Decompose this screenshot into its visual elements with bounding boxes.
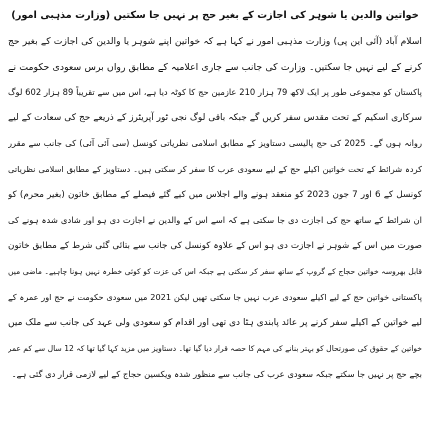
article-body-line: بچے حج پر نہیں جا سکتے جبکہ سعودی عرب کی جانب سے منظور شدہ ویکسین حجاج کے لیے لازمی قرار دی گئی ہے۔ — [11, 368, 422, 379]
article-body-line: سرکاری اسکیم کے تحت مقدس سفر کریں گے جبکہ باقی لوگ نجی ٹور آپریٹرز کے ذریعے حج کی سعادت کے لیے — [8, 112, 422, 123]
article-body-line: اسلام آباد (آئی این پی) وزارت مذہبی امور نے کہا ہے کہ خواتین اپنے شوہر یا والدین کی اجازت کے بغیر حج — [8, 36, 422, 47]
article-headline: خواتین والدین یا شوہر کی اجازت کے بغیر حج پر نہیں جا سکتیں (وزارت مذہبی امور) — [11, 10, 419, 21]
article-body-line: کونسل کے 6 اور 7 جون 2023 کو منعقد ہونے والے اجلاس میں کیے گئے فیصلے کے مطابق خاتون (بغیر محرم) کو — [8, 189, 422, 200]
article-body-line: کرنے کے لیے نہیں جا سکتیں۔ وزارت کی جانب سے جاری اعلامیہ کے مطابق رواں برس سعودی حکومت نے — [8, 61, 422, 73]
article-body-line: کردہ شرائط کے تحت خواتین اکیلے حج کے لیے سعودی عرب کا سفر کر سکتی ہیں۔ دستاویز کے مطابق اسلامی نظریاتی — [8, 163, 422, 174]
article-body-line: روانہ ہوں گے۔ 2025 کی حج پالیسی دستاویز کے مطابق اسلامی نظریاتی کونسل (سی آئی آئی) کی جانب سے مقرر — [8, 138, 422, 149]
article-body-line: قابل بھروسہ خواتین حجاج کے گروپ کے ساتھ سفر کر سکتی ہے جبکہ اس کی عزت کو کوئی خطرہ نہیں ہونا چاہیے۔ ماضی میں — [8, 267, 422, 277]
article-body — [8, 29, 422, 387]
article-body-line: ان شرائط کے ساتھ حج کی اجازت دی جا سکتی ہے کہ اسے اس کے والدین نے اجازت دی ہو اور شادی شدہ ہونے کی — [8, 215, 422, 226]
article-body-line: صورت میں اس کے شوہر نے اجازت دی ہو اس کے علاوہ کونسل کی جانب سے بتائی گئی شرط کے مطابق خاتون — [8, 240, 422, 251]
article-body-line: لیے خواتین کے اکیلے سفر کرنے پر عائد پابندی ہٹا دی تھی اور اقدام کو سعودی ولی عہد کی جانب سے ملک میں — [8, 317, 422, 328]
article-body-line: پاکستانی خواتین حج کے لیے اکیلے سعودی عرب نہیں جا سکتی تھیں لیکن 2021 میں سعودی حکومت نے حج اور عمرہ کے — [8, 291, 422, 302]
article-body-line: خواتین کے حقوق کی صورتحال کو بہتر بنانے کی مہم کا حصہ قرار دیا گیا تھا۔ دستاویز میں مزید کہا گیا تھا کہ 12 سال سے کم عمر — [8, 344, 422, 354]
article-body-line: پاکستان کو مجموعی طور پر ایک لاکھ 79 ہزار 210 عازمین حج کا کوٹہ دیا ہے، اس میں سے تقریباً 89 ہزار 602 لوگ — [8, 87, 422, 98]
